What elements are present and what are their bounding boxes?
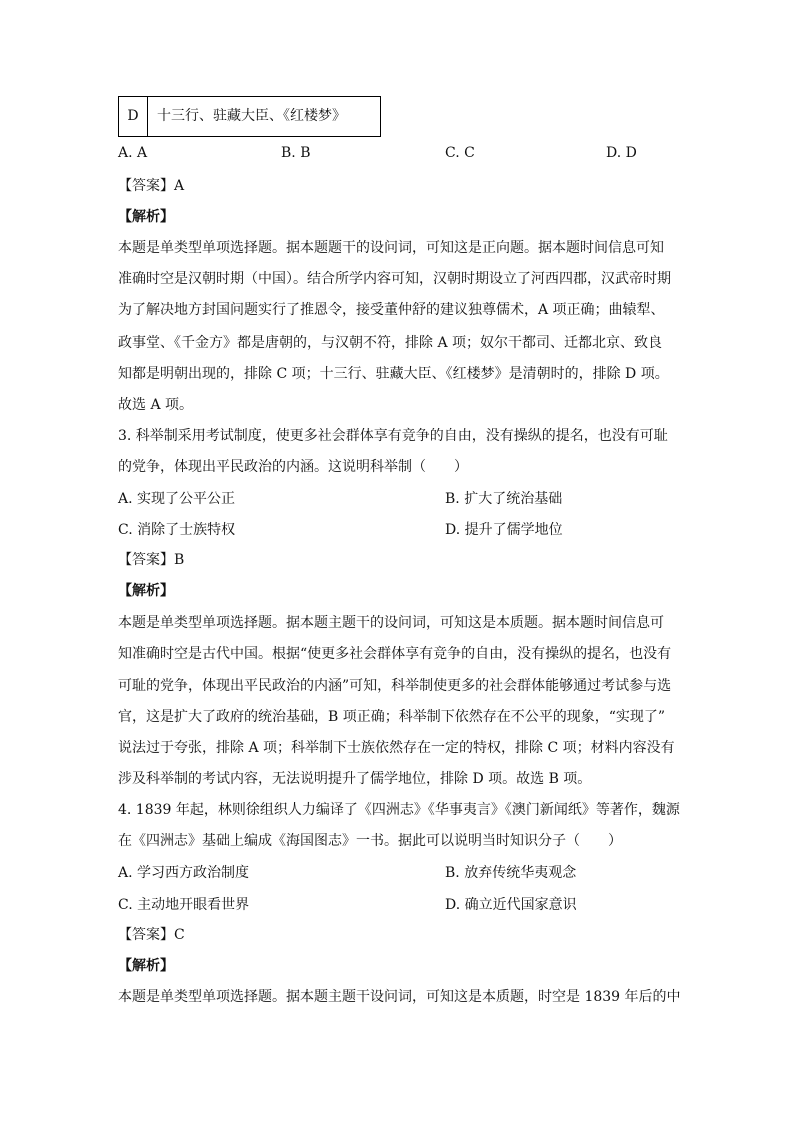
q2-option-d: D. D bbox=[606, 145, 637, 161]
q3-analysis-line: 知准确时空是古代中国。根据“使更多社会群体享有竞争的自由，没有操纵的提名，也没有 bbox=[118, 646, 672, 662]
q2-option-a: A. A bbox=[118, 145, 148, 161]
q3-analysis-line: 本题是单类型单项选择题。据本题主题干的设问词，可知这是本质题。据本题时间信息可 bbox=[118, 615, 664, 631]
q2-analysis-line: 准确时空是汉朝时期（中国）。结合所学内容可知，汉朝时期设立了河西四郡，汉武帝时期 bbox=[118, 271, 671, 287]
q3-option-a: A. 实现了公平公正 bbox=[118, 491, 236, 507]
q3-option-d: D. 提升了儒学地位 bbox=[445, 522, 563, 538]
q2-analysis-line: 政事堂、《千金方》都是唐朝的，与汉朝不符，排除 A 项；奴尔干都司、迁都北京、致良 bbox=[118, 335, 663, 351]
q2-analysis-title: 【解析】 bbox=[118, 209, 174, 225]
q3-analysis-line: 可耻的党争，体现出平民政治的内涵”可知，科举制使更多的社会群体能够通过考试参与选 bbox=[118, 678, 672, 694]
option-table bbox=[118, 96, 381, 137]
q3-analysis-line: 说法过于夸张，排除 A 项；科举制下士族依然存在一定的特权，排除 C 项；材料内容没有 bbox=[118, 740, 675, 756]
q3-option-c: C. 消除了士族特权 bbox=[118, 522, 236, 538]
q4-stem-line: 在《四洲志》基础上编成《海国图志》一书。据此可以说明当时知识分子（ ） bbox=[118, 833, 622, 849]
q4-answer: 【答案】C bbox=[118, 927, 185, 943]
q2-analysis-line: 知都是明朝出现的，排除 C 项；十三行、驻藏大臣、《红楼梦》是清朝时的，排除 D 项。 bbox=[118, 366, 669, 382]
q3-answer: 【答案】B bbox=[118, 552, 185, 568]
q4-analysis-line: 本题是单类型单项选择题。据本题主题干设问词，可知这是本质题，时空是 1839 年后的中 bbox=[118, 989, 681, 1005]
table-cell-content: 十三行、驻藏大臣、《红楼梦》 bbox=[157, 108, 346, 124]
q4-option-b: B. 放弃传统华夷观念 bbox=[445, 865, 577, 881]
q4-option-d: D. 确立近代国家意识 bbox=[445, 897, 577, 913]
q2-analysis-line: 故选 A 项。 bbox=[118, 397, 194, 413]
q2-option-b: B. B bbox=[281, 145, 311, 161]
q2-option-c: C. C bbox=[445, 145, 475, 161]
q2-analysis-line: 本题是单类型单项选择题。据本题题干的设问词，可知这是正向题。据本题时间信息可知 bbox=[118, 240, 664, 256]
q3-analysis-title: 【解析】 bbox=[118, 583, 174, 599]
q3-stem-line: 3. 科举制采用考试制度，使更多社会群体享有竞争的自由，没有操纵的提名，也没有可耻 bbox=[118, 428, 668, 444]
q3-stem-line: 的党争，体现出平民政治的内涵。这说明科举制（ ） bbox=[118, 459, 468, 475]
q2-answer: 【答案】A bbox=[118, 178, 185, 194]
table-cell-label: D bbox=[119, 97, 148, 136]
q4-stem-line: 4. 1839 年起，林则徐组织人力编译了《四洲志》《华事夷言》《澳门新闻纸》等著作，魏源 bbox=[118, 802, 680, 818]
q4-analysis-title: 【解析】 bbox=[118, 958, 174, 974]
q3-analysis-line: 涉及科举制的考试内容，无法说明提升了儒学地位，排除 D 项。故选 B 项。 bbox=[118, 771, 592, 787]
q3-option-b: B. 扩大了统治基础 bbox=[445, 491, 563, 507]
q2-analysis-line: 为了解决地方封国问题实行了推恩令，接受董仲舒的建议独尊儒术，A 项正确；曲辕犁、 bbox=[118, 302, 665, 318]
q4-option-c: C. 主动地开眼看世界 bbox=[118, 897, 250, 913]
q3-analysis-line: 官，这是扩大了政府的统治基础，B 项正确；科举制下依然存在不公平的现象，“实现了” bbox=[118, 709, 666, 725]
q4-option-a: A. 学习西方政治制度 bbox=[118, 865, 250, 881]
